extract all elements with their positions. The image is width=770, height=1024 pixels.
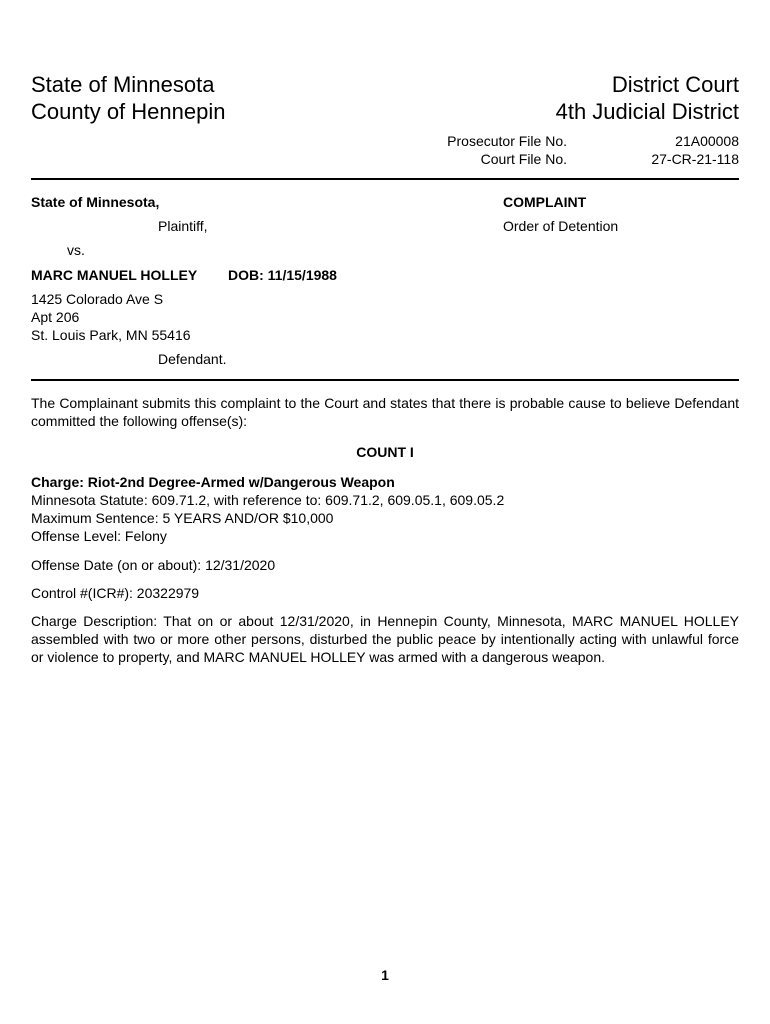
state-name: State of Minnesota bbox=[31, 72, 215, 97]
max-sentence-line: Maximum Sentence: 5 YEARS AND/OR $10,000 bbox=[31, 510, 334, 526]
address-line: St. Louis Park, MN 55416 bbox=[31, 327, 191, 343]
prosecutor-file-number: 21A00008 bbox=[675, 133, 739, 149]
county-name: County of Hennepin bbox=[31, 99, 226, 124]
intro-paragraph: The Complainant submits this complaint to the Court and states that there is probable cause to believe Defendant committed the following offense(s): bbox=[31, 395, 739, 429]
statute-line: Minnesota Statute: 609.71.2, with reference to: 609.71.2, 609.05.1, 609.05.2 bbox=[31, 492, 505, 508]
defendant-role: Defendant. bbox=[158, 351, 227, 367]
court-name: District Court bbox=[611, 72, 739, 97]
judicial-district: 4th Judicial District bbox=[555, 99, 739, 124]
versus-label: vs. bbox=[67, 242, 85, 258]
parties-divider bbox=[31, 379, 739, 381]
prosecutor-file-label: Prosecutor File No. bbox=[447, 133, 567, 149]
charge-description: Charge Description: That on or about 12/31/2020, in Hennepin County, Minnesota, MARC MANUEL HOLLEY assembled with two or more other persons, disturbed the public peace by intentionally acting with unlawful force or violence to property, and MARC MANUEL HOLLEY was armed with a dangerous weapon. bbox=[31, 613, 739, 665]
plaintiff-name: State of Minnesota, bbox=[31, 194, 160, 210]
court-file-label: Court File No. bbox=[480, 151, 567, 167]
document-type: COMPLAINT bbox=[503, 194, 587, 210]
control-number-line: Control #(ICR#): 20322979 bbox=[31, 585, 200, 601]
court-file-number: 27-CR-21-118 bbox=[651, 151, 739, 167]
file-labels bbox=[400, 132, 567, 168]
charge-heading: Charge: Riot-2nd Degree-Armed w/Dangerous Weapon bbox=[31, 474, 395, 490]
offense-date-line: Offense Date (on or about): 12/31/2020 bbox=[31, 557, 276, 573]
defendant-name: MARC MANUEL HOLLEY bbox=[31, 267, 198, 283]
page-number: 1 bbox=[381, 967, 389, 983]
court-district-heading bbox=[556, 71, 739, 125]
file-values bbox=[589, 132, 739, 168]
defendant-address bbox=[31, 290, 191, 344]
header-divider bbox=[31, 178, 739, 180]
document-subtype: Order of Detention bbox=[503, 218, 619, 234]
count-title: COUNT I bbox=[356, 444, 414, 460]
offense-level-line: Offense Level: Felony bbox=[31, 528, 167, 544]
address-line: Apt 206 bbox=[31, 309, 80, 325]
plaintiff-role: Plaintiff, bbox=[158, 218, 208, 234]
court-state-heading bbox=[31, 71, 225, 125]
defendant-dob: DOB: 11/15/1988 bbox=[228, 267, 337, 283]
address-line: 1425 Colorado Ave S bbox=[31, 291, 164, 307]
